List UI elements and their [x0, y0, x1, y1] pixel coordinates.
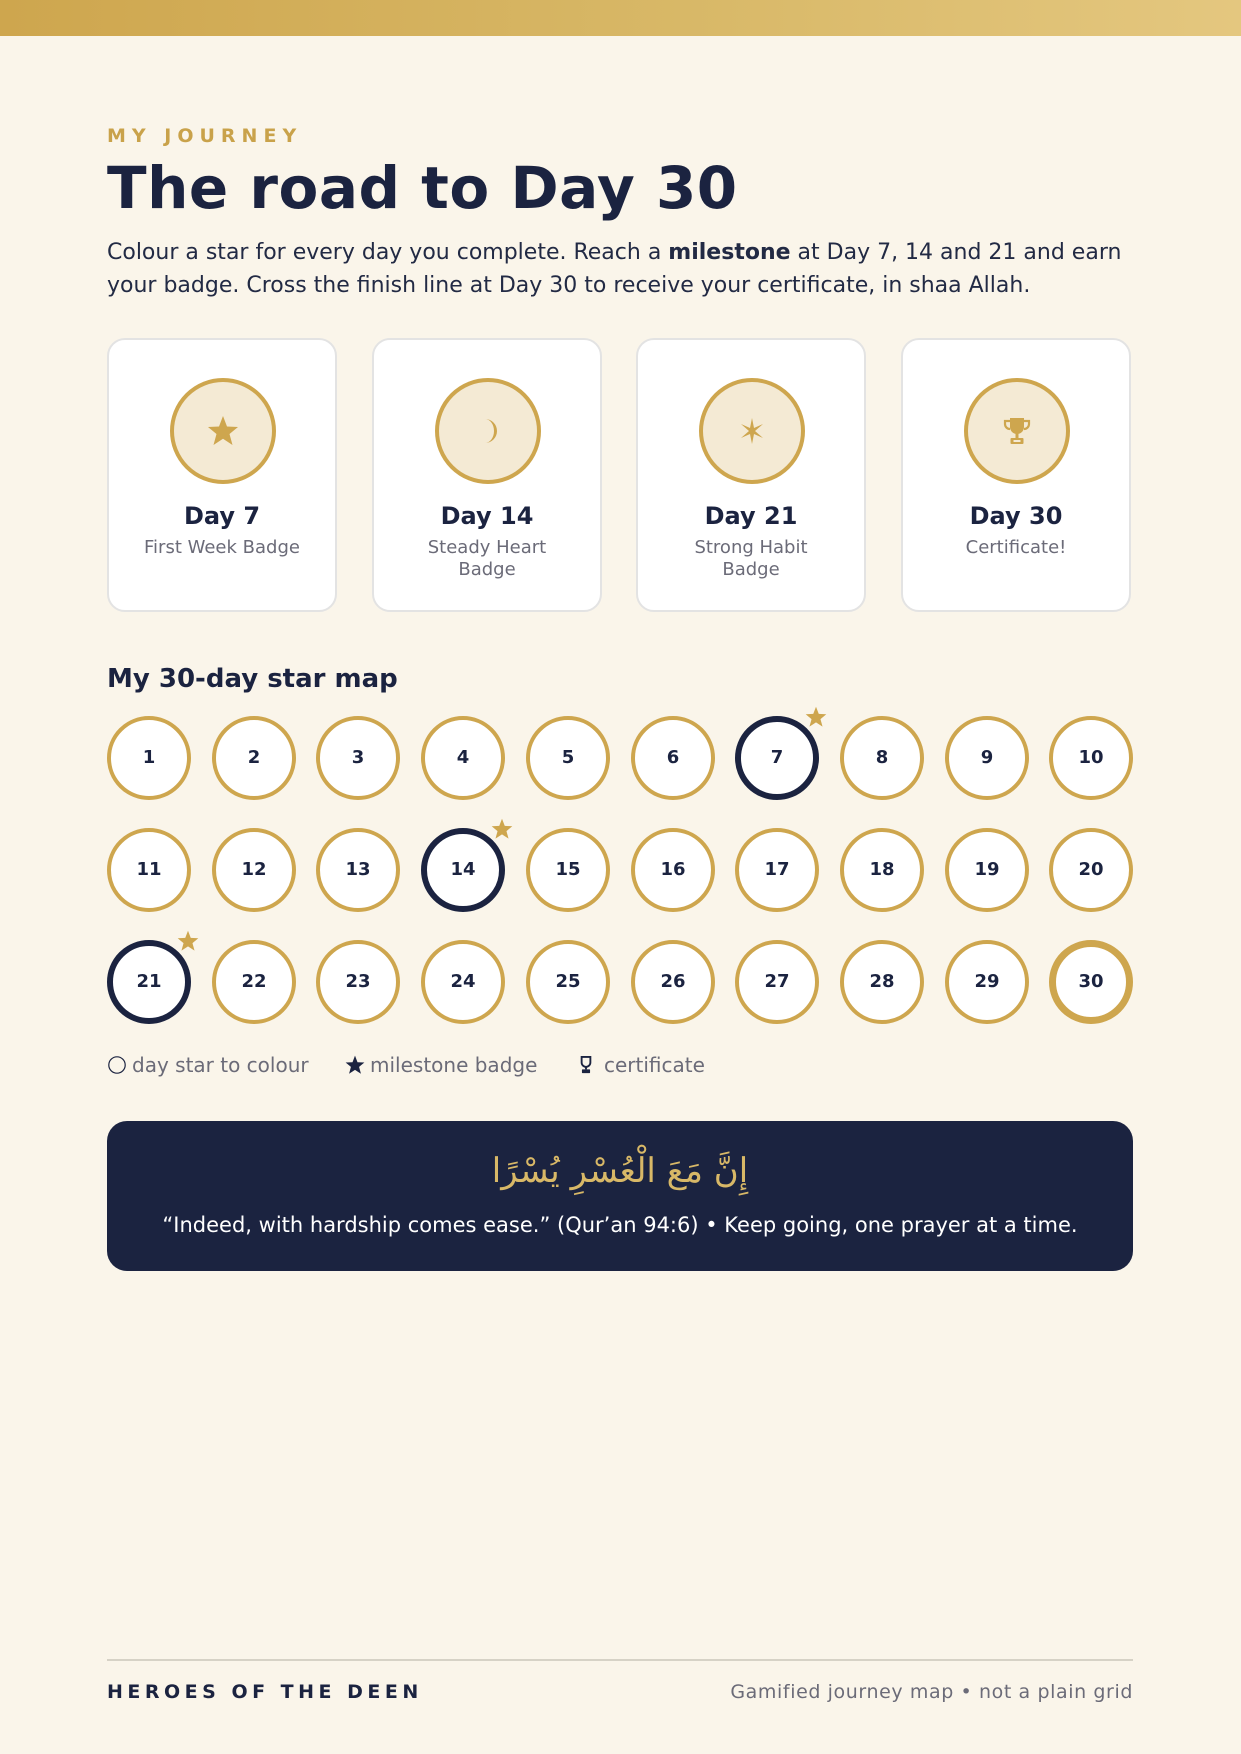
day-star-21[interactable]: 21	[107, 940, 191, 1024]
day-star-30[interactable]: 30	[1049, 940, 1133, 1024]
badge-name: Strong Habit Badge	[694, 537, 808, 580]
verse-banner	[107, 1121, 1133, 1271]
day-star-7[interactable]: 7	[735, 716, 819, 800]
day-star-23[interactable]: 23	[316, 940, 400, 1024]
top-accent-bar	[0, 0, 1241, 36]
intro-text-part: at Day 7, 14 and 21 and earn your badge. Cross the finish line at Day 30 to receive your certificate, in shaa Allah.	[107, 240, 1122, 298]
legend-label: day star to colour	[132, 1053, 309, 1077]
footer-brand: HEROES OF THE DEEN	[107, 1681, 423, 1703]
intro-text-part: Colour a star for every day you complete. Reach a	[107, 240, 669, 265]
day-star-6[interactable]: 6	[631, 716, 715, 800]
day-star-24[interactable]: 24	[421, 940, 505, 1024]
badge-card-day-14	[372, 338, 602, 612]
day-star-18[interactable]: 18	[840, 828, 924, 912]
legend-label: milestone badge	[370, 1053, 538, 1077]
day-star-2[interactable]: 2	[212, 716, 296, 800]
day-star-3[interactable]: 3	[316, 716, 400, 800]
badge-emblem	[170, 378, 276, 484]
day-star-22[interactable]: 22	[212, 940, 296, 1024]
day-star-1[interactable]: 1	[107, 716, 191, 800]
day-star-9[interactable]: 9	[945, 716, 1029, 800]
star-map-grid	[107, 716, 1133, 1026]
intro-text	[107, 236, 1133, 302]
badge-card-day-30	[901, 338, 1131, 612]
star-icon	[207, 415, 239, 447]
footer-divider	[107, 1659, 1133, 1661]
day-star-15[interactable]: 15	[526, 828, 610, 912]
circle-icon	[107, 1055, 127, 1075]
milestone-star-icon	[805, 706, 827, 728]
badge-emblem	[964, 378, 1070, 484]
day-star-8[interactable]: 8	[840, 716, 924, 800]
badge-name: Certificate!	[965, 537, 1067, 558]
verse-translation: “Indeed, with hardship comes ease.” (Qur’an 94:6) • Keep going, one prayer at a time.	[162, 1213, 1078, 1237]
badge-row	[107, 338, 1133, 616]
day-star-26[interactable]: 26	[631, 940, 715, 1024]
footer-note: Gamified journey map • not a plain grid	[730, 1681, 1133, 1703]
day-star-13[interactable]: 13	[316, 828, 400, 912]
verse-arabic: إِنَّ مَعَ الْعُسْرِ يُسْرًا	[491, 1151, 749, 1191]
legend-label: certificate	[604, 1053, 705, 1077]
badge-card-day-7	[107, 338, 337, 612]
eyebrow: MY JOURNEY	[107, 125, 303, 147]
star-icon	[345, 1055, 365, 1075]
badge-emblem	[435, 378, 541, 484]
badge-name: Steady Heart Badge	[427, 537, 547, 580]
trophy-icon	[576, 1055, 596, 1075]
day-star-27[interactable]: 27	[735, 940, 819, 1024]
crescent-icon	[472, 415, 504, 447]
sparkle-icon	[736, 415, 768, 447]
day-star-16[interactable]: 16	[631, 828, 715, 912]
badge-name: First Week Badge	[144, 537, 300, 558]
day-star-20[interactable]: 20	[1049, 828, 1133, 912]
milestone-star-icon	[491, 818, 513, 840]
badge-day: Day 21	[704, 502, 798, 530]
page-title: The road to Day 30	[107, 154, 738, 222]
badge-day: Day 7	[183, 502, 261, 530]
day-star-28[interactable]: 28	[840, 940, 924, 1024]
day-star-25[interactable]: 25	[526, 940, 610, 1024]
day-star-4[interactable]: 4	[421, 716, 505, 800]
star-map-title: My 30-day star map	[107, 664, 398, 694]
day-star-14[interactable]: 14	[421, 828, 505, 912]
day-star-11[interactable]: 11	[107, 828, 191, 912]
day-star-10[interactable]: 10	[1049, 716, 1133, 800]
badge-day: Day 30	[969, 502, 1063, 530]
day-star-19[interactable]: 19	[945, 828, 1029, 912]
day-star-29[interactable]: 29	[945, 940, 1029, 1024]
badge-card-day-21	[636, 338, 866, 612]
day-star-17[interactable]: 17	[735, 828, 819, 912]
badge-day: Day 14	[440, 502, 534, 530]
trophy-icon	[1001, 415, 1033, 447]
badge-emblem	[699, 378, 805, 484]
day-star-12[interactable]: 12	[212, 828, 296, 912]
milestone-star-icon	[177, 930, 199, 952]
day-star-5[interactable]: 5	[526, 716, 610, 800]
intro-milestone-word: milestone	[668, 240, 791, 265]
